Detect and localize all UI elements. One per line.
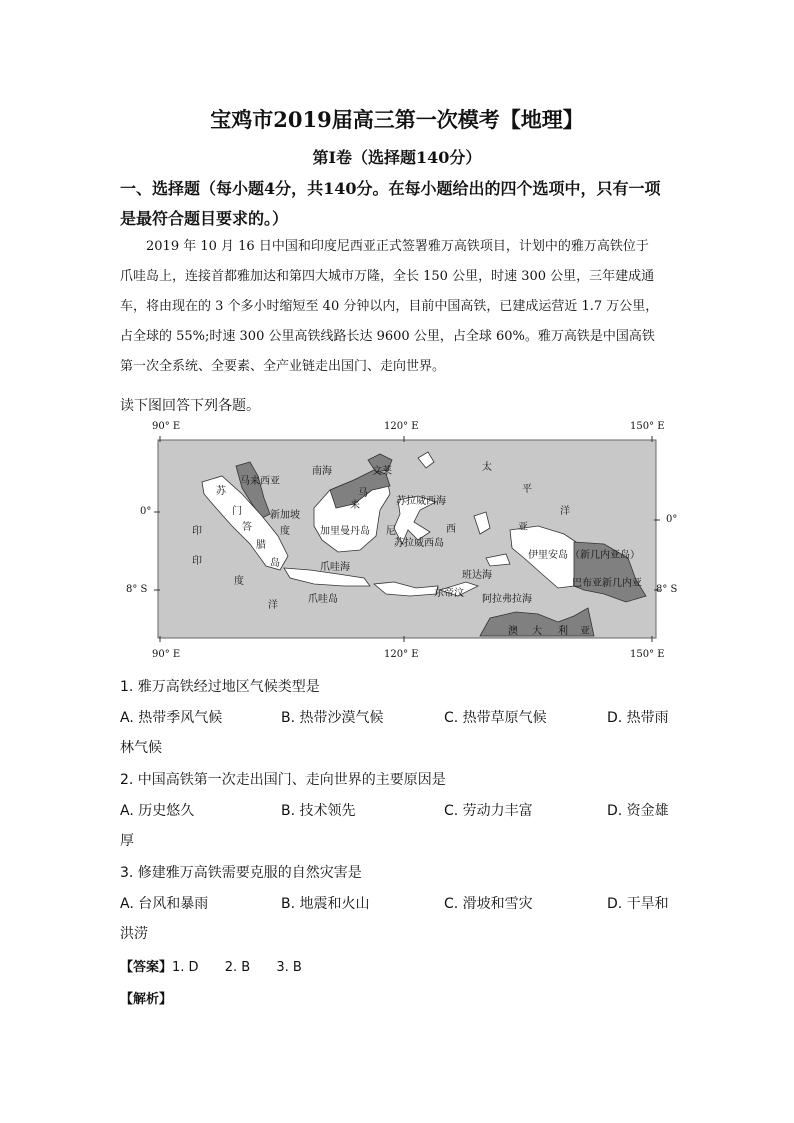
label-pacific: 太 <box>482 462 492 473</box>
question-1-option-d[interactable]: D. 热带雨 <box>607 710 669 726</box>
label-sulawesi: 苏拉威西岛 <box>394 538 444 549</box>
question-2-stem: 2. 中国高铁第一次走出国门、走向世界的主要原因是 <box>120 772 446 788</box>
label-xi: 西 <box>446 524 456 535</box>
answer-item: 2. B <box>224 960 251 975</box>
label-png: 巴布亚新几内亚 <box>572 578 642 589</box>
section-subtitle: 第Ⅰ卷（选择题140分） <box>312 148 482 167</box>
label-australia: 亚 <box>580 626 590 637</box>
lon-label-top: 150° E <box>630 421 665 432</box>
label-east-timor: 东帝汶 <box>434 588 464 599</box>
label-kalimantan: 加里曼丹岛 <box>320 526 370 537</box>
label-brunei: 文莱 <box>372 466 392 477</box>
passage-line: 2019 年 10 月 16 日中国和印度尼西亚正式签署雅万高铁项目，计划中的雅万高铁位于 <box>146 239 649 254</box>
question-3-option-d-wrap: 洪涝 <box>120 926 148 942</box>
label-malaysia-east: 来 <box>350 500 360 511</box>
question-3-option-b[interactable]: B. 地震和火山 <box>281 896 370 912</box>
label-indian-ocean: 度 <box>234 576 244 587</box>
lat-label-right: 0° <box>666 514 678 525</box>
question-3-option-d[interactable]: D. 干旱和 <box>607 896 669 912</box>
indonesia-map <box>118 418 678 663</box>
passage-line: 占全球的 55%;时速 300 公里高铁线路长达 9600 公里，占全球 60%。雅万高铁是中国高铁 <box>120 329 655 344</box>
question-3-option-a[interactable]: A. 台风和暴雨 <box>120 896 209 912</box>
label-indonesia-du: 度 <box>280 526 290 537</box>
question-1-stem: 1. 雅万高铁经过地区气候类型是 <box>120 679 320 695</box>
question-3-stem: 3. 修建雅万高铁需要克服的自然灾害是 <box>120 865 362 881</box>
answer-row <box>120 956 302 975</box>
question-1-option-c[interactable]: C. 热带草原气候 <box>444 710 547 726</box>
label-south-china-sea: 南海 <box>312 466 332 477</box>
label-singapore: 新加坡 <box>270 510 300 521</box>
label-sumatra: 门 <box>232 506 242 517</box>
label-sumatra: 岛 <box>270 558 280 569</box>
label-arafura-sea: 阿拉弗拉海 <box>482 594 532 605</box>
label-pacific: 平 <box>522 484 532 495</box>
question-2-option-a[interactable]: A. 历史悠久 <box>120 803 195 819</box>
label-malaysia-east: 马 <box>358 488 368 499</box>
analysis-label: 【解析】 <box>120 992 173 1007</box>
label-ya: 亚 <box>518 522 528 533</box>
question-2-option-b[interactable]: B. 技术领先 <box>281 803 356 819</box>
label-australia: 澳 <box>508 626 518 637</box>
question-2-option-d-wrap: 厚 <box>120 833 134 849</box>
label-banda-sea: 班达海 <box>462 570 492 581</box>
label-new-guinea: 伊里安岛 <box>528 550 568 561</box>
section-heading-line-2: 是最符合题目要求的。） <box>120 209 289 228</box>
label-java-sea: 爪哇海 <box>320 562 350 573</box>
lon-label-bottom: 90° E <box>152 649 181 660</box>
question-1-option-a[interactable]: A. 热带季风气候 <box>120 710 223 726</box>
label-sumatra: 答 <box>242 522 252 533</box>
question-1-option-b[interactable]: B. 热带沙漠气候 <box>281 710 384 726</box>
lon-label-top: 120° E <box>384 421 419 432</box>
passage <box>120 232 680 382</box>
passage-line: 爪哇岛上，连接首都雅加达和第四大城市万隆，全长 150 公里，时速 300 公里，三年建成通 <box>120 269 655 284</box>
lat-label-right: 8° S <box>656 584 678 595</box>
label-australia: 大 <box>532 626 542 637</box>
question-3-option-c[interactable]: C. 滑坡和雪灾 <box>444 896 533 912</box>
instruction: 读下图回答下列各题。 <box>120 398 260 414</box>
label-java-island: 爪哇岛 <box>308 594 338 605</box>
lon-label-bottom: 120° E <box>384 649 419 660</box>
question-2-option-d[interactable]: D. 资金雄 <box>607 803 669 819</box>
answer-item: 1. D <box>172 960 199 975</box>
question-1-option-d-wrap: 林气候 <box>120 740 162 756</box>
lon-label-bottom: 150° E <box>630 649 665 660</box>
passage-line: 车，将由现在的 3 个多小时缩短至 40 分钟以内，目前中国高铁，已建成运营近 1.7 万公里， <box>120 299 659 314</box>
lat-label-left: 8° S <box>126 584 148 595</box>
label-new-guinea-paren: （新几内亚岛） <box>570 550 640 561</box>
question-2-option-c[interactable]: C. 劳动力丰富 <box>444 803 533 819</box>
label-malaysia: 马来西亚 <box>240 476 280 487</box>
label-sumatra: 腊 <box>256 540 266 551</box>
label-indian-ocean: 印 <box>192 526 202 537</box>
label-pacific: 洋 <box>560 506 570 517</box>
label-indian-ocean: 印 <box>192 556 202 567</box>
label-ni: 尼 <box>386 526 396 537</box>
page-title: 宝鸡市2019届高三第一次模考【地理】 <box>210 107 584 132</box>
label-indian-ocean: 洋 <box>268 600 278 611</box>
lat-label-left: 0° <box>140 506 152 517</box>
label-sulawesi-sea: 苏拉威西海 <box>396 496 446 507</box>
lon-label-top: 90° E <box>152 421 181 432</box>
answer-label: 【答案】 <box>120 960 173 975</box>
label-sumatra: 苏 <box>216 486 226 497</box>
answer-item: 3. B <box>276 960 302 975</box>
passage-line: 第一次全系统、全要素、全产业链走出国门、走向世界。 <box>120 359 446 374</box>
label-australia: 利 <box>558 626 568 637</box>
section-heading-line-1: 一、选择题（每小题4分，共140分。在每小题给出的四个选项中，只有一项 <box>120 179 661 198</box>
